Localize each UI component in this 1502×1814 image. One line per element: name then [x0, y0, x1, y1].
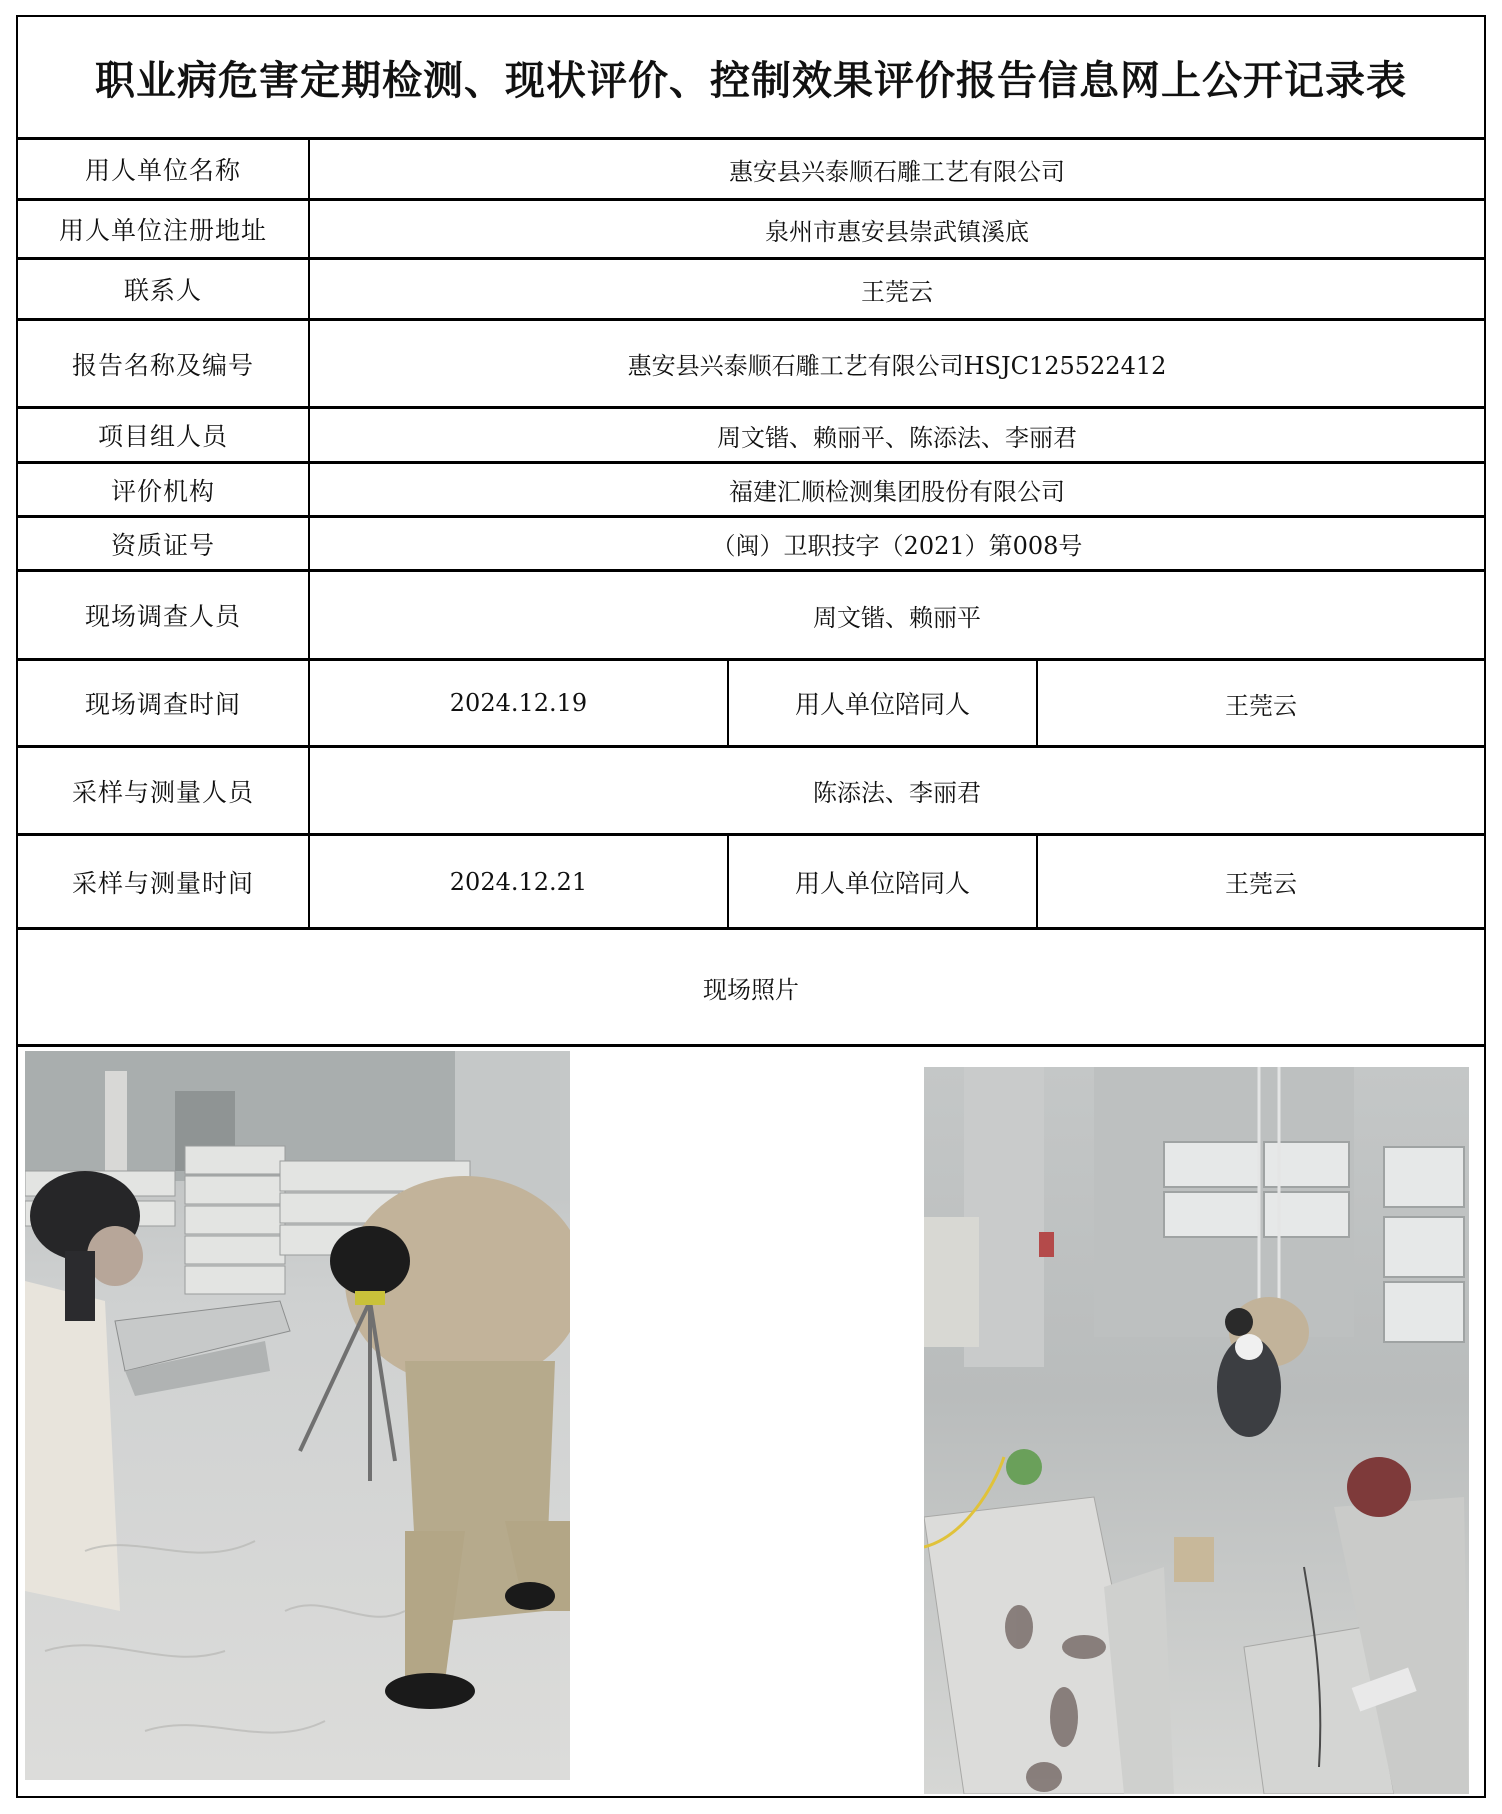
photo-workers-tripod-image: [25, 1051, 570, 1780]
row-survey-staff: [18, 572, 1484, 661]
photo-workshop-carving-image: [924, 1067, 1469, 1794]
value-project-team: 周文锴、赖丽平、陈添法、李丽君: [717, 423, 1077, 452]
value-contact: 王莞云: [861, 277, 933, 306]
label-employer-name: 用人单位名称: [18, 140, 310, 198]
value-certificate-no: （闽）卫职技字（2021）第008号: [711, 532, 1083, 560]
value-sampling-companion: 王莞云: [1225, 870, 1297, 898]
value-report-name: 惠安县兴泰顺石雕工艺有限公司HSJC125522412: [627, 352, 1167, 380]
row-certificate-no: [18, 518, 1484, 572]
value-employer-name: 惠安县兴泰顺石雕工艺有限公司: [729, 157, 1065, 186]
row-employer-name: [18, 140, 1484, 201]
label-sampling-companion: 用人单位陪同人: [729, 836, 1038, 927]
row-sampling-staff: [18, 748, 1484, 836]
record-table: [16, 15, 1486, 1798]
row-project-team: [18, 409, 1484, 464]
site-photo-left: [25, 1051, 570, 1780]
value-survey-time: 2024.12.19: [310, 661, 729, 745]
label-certificate-no: 资质证号: [18, 518, 310, 569]
value-evaluation-agency: 福建汇顺检测集团股份有限公司: [729, 478, 1065, 506]
page-title: 职业病危害定期检测、现状评价、控制效果评价报告信息网上公开记录表: [95, 56, 1407, 104]
title-row: [18, 17, 1484, 140]
label-project-team: 项目组人员: [18, 409, 310, 461]
photos-heading: 现场照片: [703, 975, 799, 1004]
row-photos-heading: [18, 930, 1484, 1047]
value-employer-address: 泉州市惠安县崇武镇溪底: [765, 217, 1029, 246]
label-survey-time: 现场调查时间: [18, 661, 310, 745]
row-sampling-time: [18, 836, 1484, 930]
label-sampling-staff: 采样与测量人员: [18, 748, 310, 833]
label-survey-companion: 用人单位陪同人: [729, 661, 1038, 745]
site-photo-right: [924, 1067, 1469, 1794]
label-evaluation-agency: 评价机构: [18, 464, 310, 515]
label-contact: 联系人: [18, 260, 310, 318]
label-employer-address: 用人单位注册地址: [18, 201, 310, 257]
value-survey-staff: 周文锴、赖丽平: [813, 603, 981, 632]
value-survey-companion: 王莞云: [1225, 691, 1297, 720]
row-employer-address: [18, 201, 1484, 260]
label-sampling-time: 采样与测量时间: [18, 836, 310, 927]
value-sampling-time: 2024.12.21: [310, 836, 729, 927]
row-report-name: [18, 321, 1484, 409]
value-sampling-staff: 陈添法、李丽君: [813, 779, 981, 807]
row-survey-time: [18, 661, 1484, 748]
row-evaluation-agency: [18, 464, 1484, 518]
row-contact: [18, 260, 1484, 321]
label-report-name: 报告名称及编号: [18, 321, 310, 406]
label-survey-staff: 现场调查人员: [18, 572, 310, 658]
